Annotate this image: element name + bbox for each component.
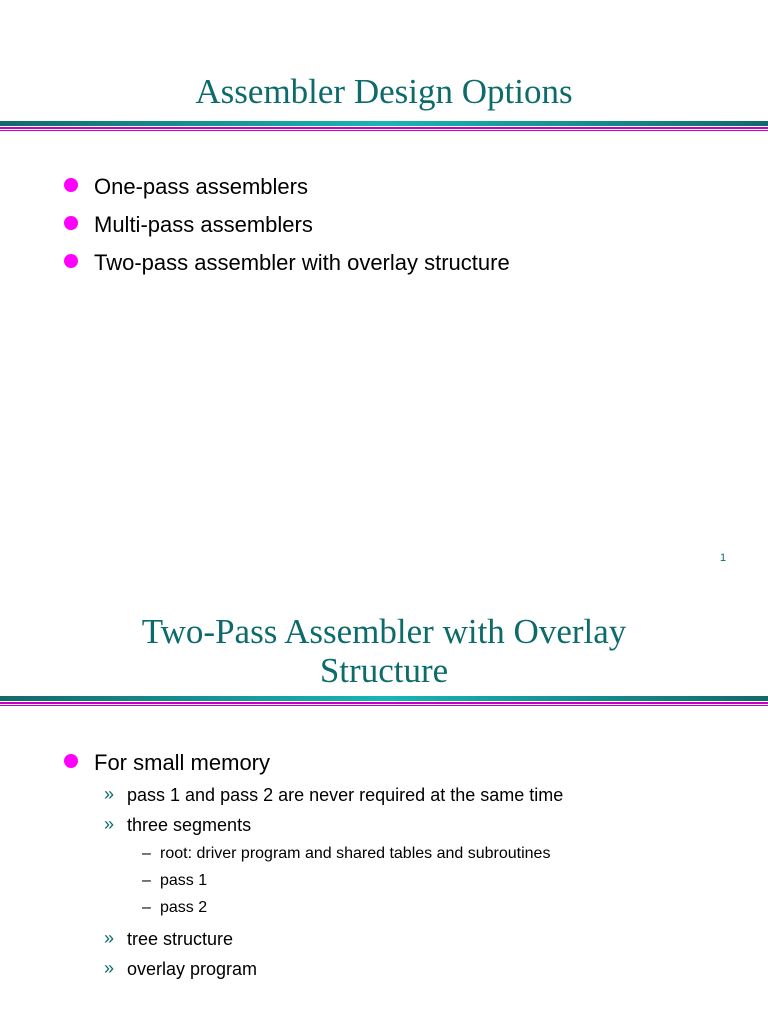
segment-text: pass 1	[160, 872, 208, 889]
sub-bullet-item	[0, 814, 563, 836]
slide-2	[0, 576, 768, 1024]
bullet-text: Multi-pass assemblers	[94, 212, 313, 237]
bullet-item	[0, 250, 510, 276]
chevron-right-icon: »	[104, 958, 115, 978]
segment-text: pass 2	[160, 899, 208, 916]
bullet-text: For small memory	[94, 750, 271, 775]
bullet-item	[0, 212, 510, 238]
bullet-list	[0, 174, 510, 288]
sub-bullet-item	[0, 784, 563, 806]
bullet-text: One-pass assemblers	[94, 174, 308, 199]
sub-bullet-text: overlay program	[127, 959, 258, 979]
slide-title: Assembler Design Options	[195, 72, 573, 111]
bullet-dot-icon	[64, 178, 78, 192]
bullet-item	[0, 750, 563, 776]
title-divider	[0, 696, 768, 708]
sub-bullet-text: three segments	[127, 815, 252, 835]
dash-icon: –	[142, 872, 151, 889]
dash-icon: –	[142, 899, 151, 916]
slide-title-line-2: Structure	[319, 651, 449, 690]
segment-item	[0, 844, 563, 864]
sub-bullet-text: tree structure	[127, 929, 234, 949]
title-divider	[0, 121, 768, 133]
bullet-dot-icon	[64, 754, 78, 768]
page-number: 1	[720, 552, 727, 564]
sub-bullet-text: pass 1 and pass 2 are never required at the same time	[127, 785, 564, 805]
segment-item	[0, 871, 563, 891]
segment-text: root: driver program and shared tables and subroutines	[160, 845, 551, 862]
slide-title	[0, 612, 768, 690]
bullet-text: Two-pass assembler with overlay structure	[94, 250, 510, 275]
slide-title-line-1: Two-Pass Assembler with Overlay	[141, 612, 627, 651]
chevron-right-icon: »	[104, 784, 115, 804]
bullet-dot-icon	[64, 254, 78, 268]
chevron-right-icon: »	[104, 928, 115, 948]
sub-bullet-item	[0, 958, 563, 980]
sub-bullet-item	[0, 928, 563, 950]
bullet-dot-icon	[64, 216, 78, 230]
dash-icon: –	[142, 845, 151, 862]
segment-item	[0, 898, 563, 918]
bullet-item	[0, 174, 510, 200]
bullet-list	[0, 750, 563, 980]
chevron-right-icon: »	[104, 814, 115, 834]
